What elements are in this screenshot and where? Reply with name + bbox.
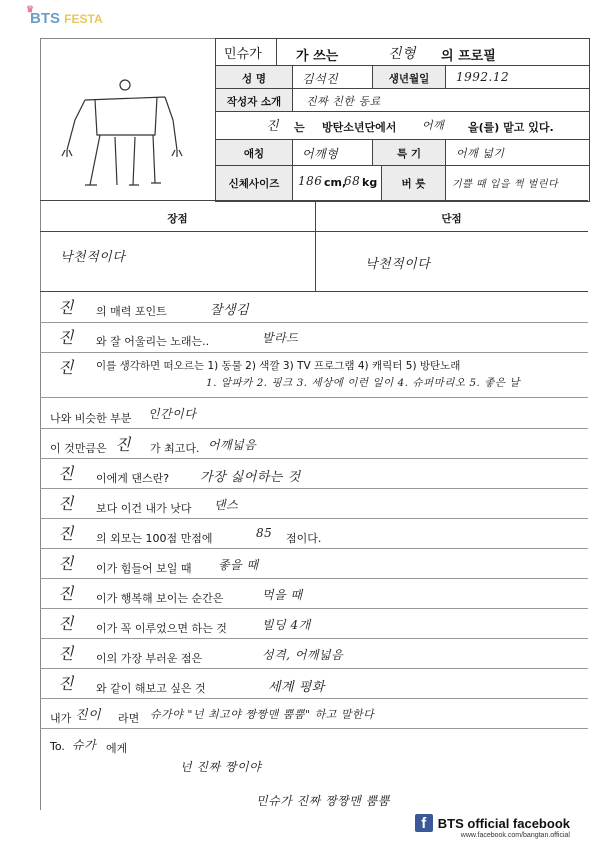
crown-icon: ♛ — [26, 4, 35, 14]
facebook-footer — [415, 813, 570, 840]
skill-value: 어깨 넓기 — [456, 147, 505, 160]
row-text: 보다 이건 내가 낫다 — [96, 502, 192, 515]
letter-line-1: 넌 진짜 짱이야 — [180, 760, 262, 774]
row-text: 이가 힘들어 보일 때 — [96, 562, 192, 575]
row-text2: 가 최고다. — [150, 442, 200, 455]
row-line — [40, 488, 588, 489]
row-line — [40, 397, 588, 398]
cm-unit: cm, — [324, 176, 347, 189]
intro-value: 진짜 친한 동료 — [306, 95, 381, 108]
facebook-icon: f — [415, 814, 433, 832]
cons-value: 낙천적이다 — [365, 257, 431, 272]
row-line — [40, 458, 588, 459]
birth-value: 1992.12 — [456, 70, 510, 84]
intro-label: 작성자 소개 — [226, 96, 282, 108]
row-text: 이에게 댄스란? — [96, 472, 170, 485]
row-answer: 1. 알파카 2. 핑크 3. 세상에 이런 일이 4. 슈퍼마리오 5. 좋은 날 — [206, 377, 521, 389]
profile-header-table — [215, 38, 590, 202]
pros-cons-header-line — [40, 231, 588, 232]
footer-title: BTS official facebook — [437, 815, 570, 831]
title-divider — [276, 39, 277, 65]
row-text: 이가 행복해 보이는 순간은 — [96, 592, 224, 605]
role-value: 어깨 — [422, 119, 445, 132]
cell-divider — [445, 65, 446, 88]
cell-divider — [292, 65, 293, 88]
row-line — [40, 638, 588, 639]
row-line — [40, 352, 588, 353]
row-line — [40, 322, 588, 323]
row-name: 진이 — [75, 708, 102, 723]
row-text: 이가 꼭 이루었으면 하는 것 — [96, 622, 227, 635]
cons-label: 단점 — [441, 213, 462, 225]
cell-divider — [445, 139, 446, 165]
row-text: 와 잘 어울리는 노래는.. — [96, 335, 210, 348]
row-name: 진 — [58, 358, 74, 377]
row-line — [40, 608, 588, 609]
row-line — [40, 578, 588, 579]
row-name: 진 — [58, 614, 74, 633]
cell-divider — [292, 165, 293, 200]
birth-label: 생년월일 — [388, 73, 430, 85]
pros-cons-table — [40, 200, 588, 292]
row-name: 진 — [58, 464, 74, 483]
row-answer: 댄스 — [214, 498, 239, 512]
row-text: 와 같이 해보고 싶은 것 — [96, 682, 206, 695]
row-text: 이를 생각하면 떠오르는 1) 동물 2) 색깔 3) TV 프로그램 4) 캐릭터 5) 방탄노래 — [96, 360, 461, 372]
row-text: 의 매력 포인트 — [96, 305, 167, 318]
row-line — [40, 728, 588, 729]
row-answer: 가장 싫어하는 것 — [200, 470, 301, 485]
row-answer: 어깨넓음 — [208, 438, 257, 452]
row-name: 진 — [58, 644, 74, 663]
height-value: 186 — [298, 174, 323, 188]
row-line — [40, 518, 588, 519]
row-text2: 라면 — [118, 712, 140, 725]
cell-divider — [292, 88, 293, 111]
role-text-a: 는 — [294, 121, 305, 134]
cell-divider — [445, 165, 446, 200]
row-line — [40, 668, 588, 669]
skill-label: 특 기 — [397, 148, 421, 160]
role-text-b: 방탄소년단에서 — [322, 121, 397, 134]
stick-figure-drawing — [55, 75, 205, 195]
name-value: 김석진 — [302, 72, 339, 86]
name-label: 성 명 — [242, 73, 266, 85]
row-answer: 85 — [256, 526, 273, 540]
body-label: 신체사이즈 — [228, 178, 280, 190]
writer-name: 민슈가 — [224, 47, 262, 62]
row-text: 나와 비슷한 부분 — [50, 412, 132, 425]
row-name: 진 — [115, 435, 131, 454]
row-answer: 성격, 어깨넓음 — [262, 648, 344, 662]
role-text-c: 을(를) 맡고 있다. — [468, 121, 554, 134]
letter-line-2: 민슈가 진짜 짱짱맨 뿜뿜 — [256, 794, 390, 808]
row-name: 진 — [58, 494, 74, 513]
row-line — [40, 428, 588, 429]
weight-value: 68 — [344, 174, 361, 188]
kg-unit: kg — [362, 176, 378, 189]
row-divider — [216, 111, 589, 112]
row-line — [40, 548, 588, 549]
row-answer: 세계 평화 — [268, 680, 325, 695]
nick-label: 애칭 — [243, 148, 265, 160]
row-text: 이 것만큼은 — [50, 442, 107, 455]
row-answer: 슈가야 "넌 최고야 짱짱맨 뿜뿜" 하고 말한다 — [150, 708, 375, 721]
row-name: 진 — [58, 328, 74, 347]
row-line — [40, 698, 588, 699]
nick-value: 어깨형 — [302, 147, 339, 161]
subject-name: 진형 — [388, 46, 417, 62]
logo-text: BTS — [30, 10, 60, 27]
to-label: To. — [50, 740, 65, 753]
pros-value: 낙천적이다 — [60, 250, 126, 265]
pros-label: 장점 — [167, 213, 188, 225]
title-prefix: 가 쓰는 — [296, 49, 339, 64]
row-text2: 점이다. — [286, 532, 322, 545]
row-answer: 잘생김 — [210, 303, 250, 318]
cell-divider — [292, 139, 293, 165]
row-name: 진 — [58, 674, 74, 693]
row-answer: 발라드 — [262, 331, 299, 345]
title-suffix: 의 프로필 — [441, 49, 496, 64]
row-answer: 좋을 때 — [218, 558, 259, 572]
to-name: 슈가 — [72, 738, 97, 752]
to-suffix: 에게 — [106, 742, 128, 755]
row-answer: 빌딩 4개 — [262, 618, 311, 632]
row-name: 진 — [58, 298, 74, 317]
row-text: 의 외모는 100점 만점에 — [96, 532, 213, 545]
row-name: 진 — [58, 584, 74, 603]
logo-sub: FESTA — [64, 12, 103, 26]
row-text: 이의 가장 부러운 점은 — [96, 652, 203, 665]
role-name: 진 — [266, 119, 280, 134]
row-answer: 먹을 때 — [262, 588, 303, 602]
row-name: 진 — [58, 554, 74, 573]
habit-label: 버 릇 — [401, 178, 426, 190]
row-text: 내가 — [50, 712, 72, 725]
habit-value: 기쁠 때 입을 쩍 벌린다 — [452, 179, 559, 190]
row-answer: 인간이다 — [148, 407, 197, 421]
row-name: 진 — [58, 524, 74, 543]
footer-url: www.facebook.com/bangtan.official — [460, 832, 570, 839]
bts-festa-logo — [26, 4, 103, 27]
